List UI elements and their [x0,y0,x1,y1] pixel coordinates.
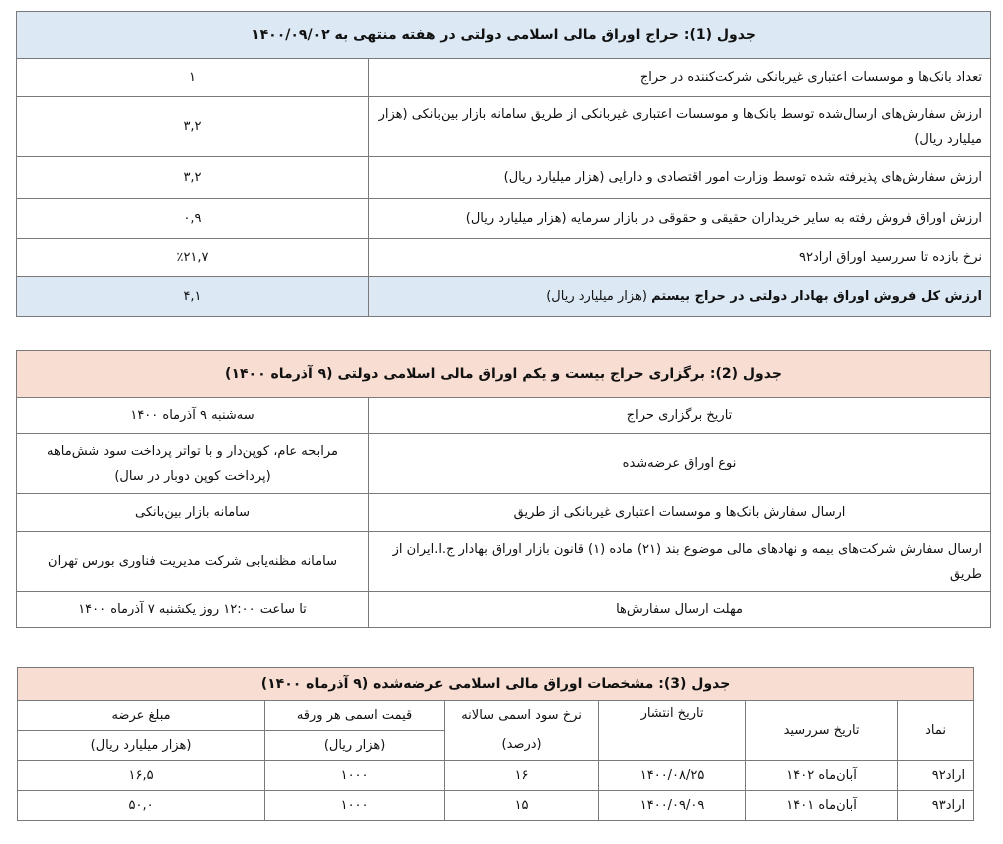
table-row [17,494,991,532]
header-rate-unit: (درصد) [445,731,599,761]
row-label: ارسال سفارش شرکت‌های بیمه و نهادهای مالی موضوع بند (۲۱) ماده (۱) قانون بازار اوراق بهادار ج.ا.ایران از طریق [369,532,991,592]
next-auction-table [16,350,991,628]
row-value: مرابحه عام، کوپن‌دار و با تواتر پرداخت سود شش‌ماهه (پرداخت کوپن دوبار در سال) [17,434,369,494]
total-label-unit: (هزار میلیارد ریال) [546,289,647,304]
row-label: ارزش سفارش‌های ارسال‌شده توسط بانک‌ها و موسسات اعتباری غیربانکی از طریق سامانه بازار بین‌بانکی (هزار میلیارد ریال) [369,97,991,157]
row-value: ٪۲۱,۷ [17,239,369,277]
table-row [17,97,991,157]
cell-maturity: آبان‌ماه ۱۴۰۲ [746,761,898,791]
cell-rate: ۱۵ [445,791,599,821]
table2-title: جدول (2): برگزاری حراج بیست و یکم اوراق مالی اسلامی دولتی (۹ آذرماه ۱۴۰۰) [17,351,991,398]
total-value: ۴,۱ [17,277,369,317]
row-label: تاریخ برگزاری حراج [369,398,991,434]
header-amount-unit: (هزار میلیارد ریال) [18,731,265,761]
header-amount: مبلغ عرضه [18,701,265,731]
table-row [17,592,991,628]
table1-title: جدول (1): حراج اوراق مالی اسلامی دولتی در هفته منتهی به ۱۴۰۰/۰۹/۰۲ [17,12,991,59]
row-label: ارزش اوراق فروش رفته به سایر خریداران حقیقی و حقوقی در بازار سرمایه (هزار میلیارد ریال) [369,199,991,239]
row-value: سامانه بازار بین‌بانکی [17,494,369,532]
row-value: تا ساعت ۱۲:۰۰ روز یکشنبه ۷ آذرماه ۱۴۰۰ [17,592,369,628]
header-price: قیمت اسمی هر ورقه [265,701,445,731]
row-label: تعداد بانک‌ها و موسسات اعتباری غیربانکی شرکت‌کننده در حراج [369,59,991,97]
total-row [17,277,991,317]
cell-maturity: آبان‌ماه ۱۴۰۱ [746,791,898,821]
cell-symbol: اراد۹۲ [898,761,974,791]
cell-amount: ۵۰,۰ [18,791,265,821]
cell-price: ۱۰۰۰ [265,761,445,791]
row-label: مهلت ارسال سفارش‌ها [369,592,991,628]
row-value: سامانه مظنه‌یابی شرکت مدیریت فناوری بورس تهران [17,532,369,592]
header-price-unit: (هزار ریال) [265,731,445,761]
table-row [17,398,991,434]
row-value: ۳,۲ [17,157,369,199]
header-symbol: نماد [898,701,974,761]
table-row [17,532,991,592]
cell-amount: ۱۶,۵ [18,761,265,791]
cell-rate: ۱۶ [445,761,599,791]
table-title-row [17,351,991,398]
header-maturity: تاریخ سررسید [746,701,898,761]
total-label [369,277,991,317]
table-row [17,59,991,97]
offered-securities-table [17,667,974,821]
row-value: ۳,۲ [17,97,369,157]
table-row [17,434,991,494]
cell-symbol: اراد۹۳ [898,791,974,821]
header-issue: تاریخ انتشار [599,701,746,761]
header-row [18,701,974,731]
auction-summary-table [16,11,991,317]
table-row [18,791,974,821]
row-label: نرخ بازده تا سررسید اوراق اراد۹۲ [369,239,991,277]
row-value: سه‌شنبه ۹ آذرماه ۱۴۰۰ [17,398,369,434]
row-label: ارسال سفارش بانک‌ها و موسسات اعتباری غیربانکی از طریق [369,494,991,532]
table3-title: جدول (3): مشخصات اوراق مالی اسلامی عرضه‌شده (۹ آذرماه ۱۴۰۰) [18,668,974,701]
row-label: ارزش سفارش‌های پذیرفته شده توسط وزارت امور اقتصادی و دارایی (هزار میلیارد ریال) [369,157,991,199]
cell-issue: ۱۴۰۰/۰۸/۲۵ [599,761,746,791]
total-label-bold: ارزش کل فروش اوراق بهادار دولتی در حراج بیستم [651,289,982,304]
table-row [18,761,974,791]
row-value: ۱ [17,59,369,97]
cell-issue: ۱۴۰۰/۰۹/۰۹ [599,791,746,821]
table-row [17,157,991,199]
cell-price: ۱۰۰۰ [265,791,445,821]
table-title-row [17,12,991,59]
row-value: ۰,۹ [17,199,369,239]
table-title-row [18,668,974,701]
row-label: نوع اوراق عرضه‌شده [369,434,991,494]
header-rate: نرخ سود اسمی سالانه [445,701,599,731]
table-row [17,239,991,277]
table-row [17,199,991,239]
